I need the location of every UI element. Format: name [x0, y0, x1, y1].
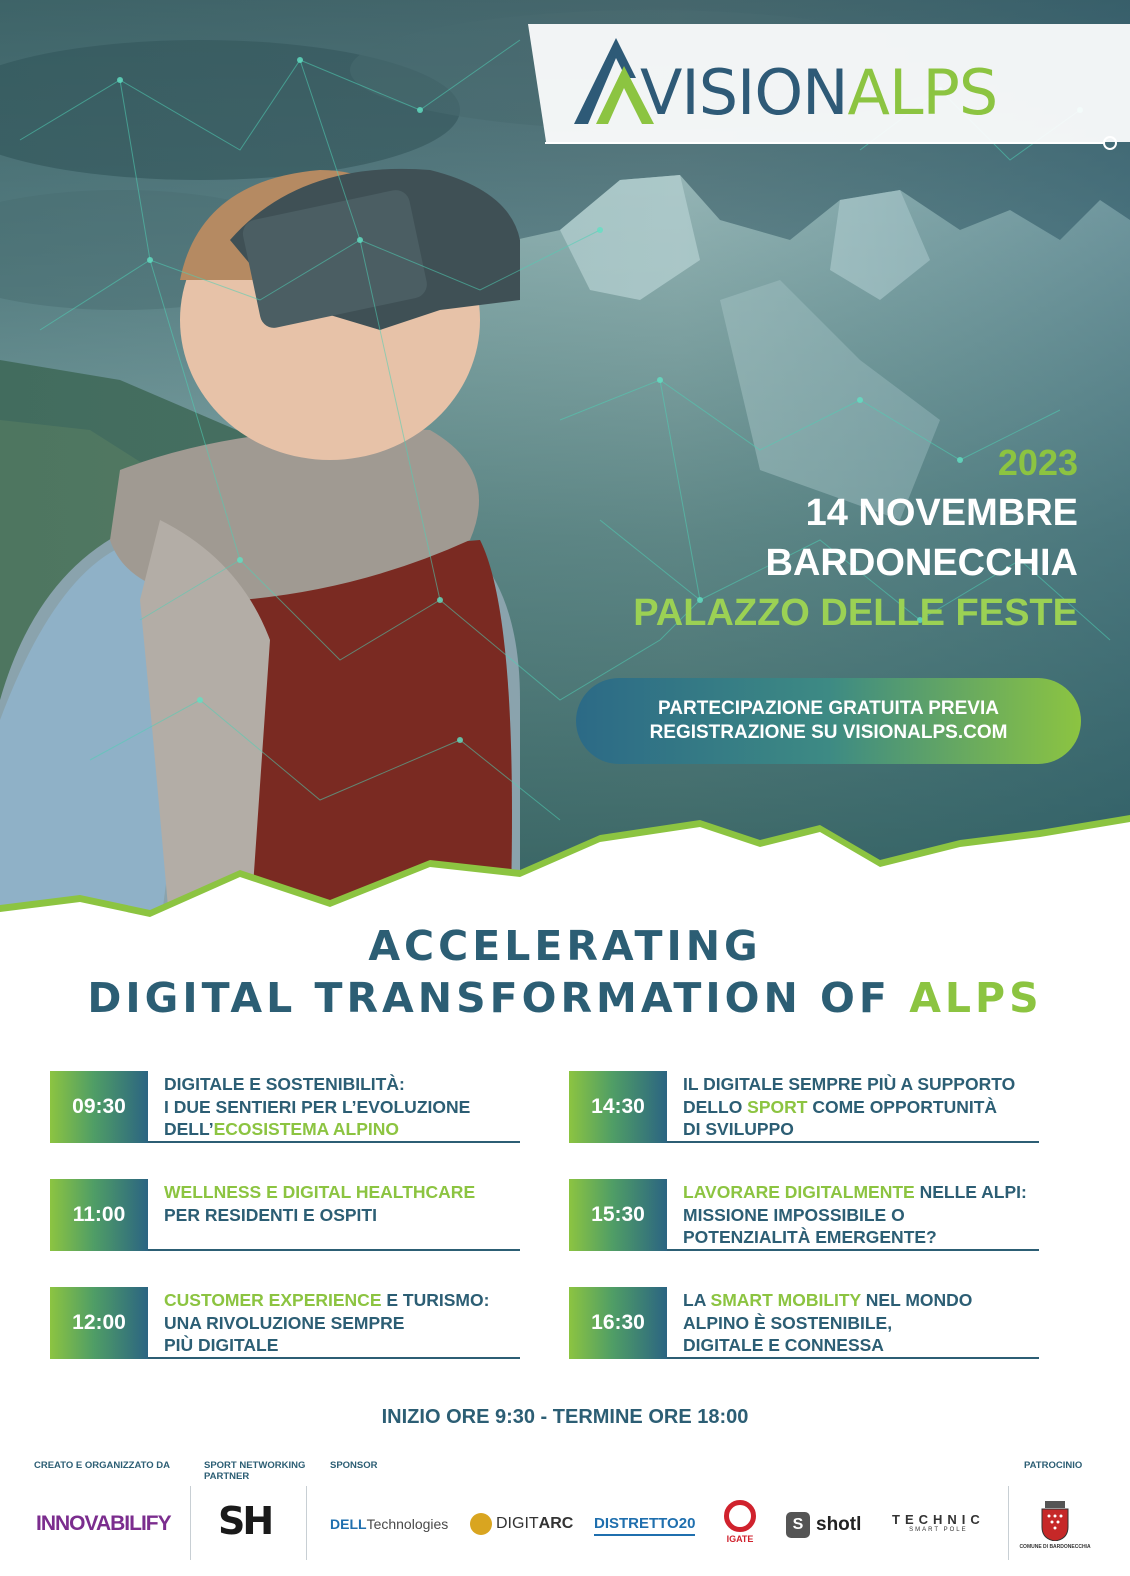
agenda-title-part: DELL’ [164, 1119, 214, 1139]
agenda-title-part: NELLE ALPI: [914, 1182, 1027, 1202]
distretto-logo [594, 1512, 695, 1536]
shotl-icon: S [786, 1512, 810, 1538]
agenda-title-line: MISSIONE IMPOSSIBILE O [683, 1204, 905, 1225]
dell-logo-suffix: Technologies [366, 1516, 449, 1532]
logo-text-alps: ALPS [847, 56, 998, 129]
partner-label-line: PARTNER [204, 1471, 250, 1482]
headline-line-1: ACCELERATING [368, 922, 762, 970]
agenda-divider [148, 1141, 520, 1143]
agenda-item [50, 1071, 530, 1145]
technic-logo-text: TECHNIC [892, 1512, 985, 1527]
agenda-title-line: DI SVILUPPO [683, 1119, 794, 1139]
cta-line-1: PARTECIPAZIONE GRATUITA PREVIA [658, 698, 999, 719]
agenda-item [569, 1179, 1049, 1253]
agenda-title-line: I DUE SENTIERI PER L’EVOLUZIONE [164, 1096, 471, 1117]
sponsor-divider [306, 1486, 307, 1560]
digitarc-logo [470, 1510, 573, 1538]
schedule-text: INIZIO ORE 9:30 - TERMINE ORE 18:00 [381, 1406, 749, 1428]
crest-icon [1040, 1501, 1070, 1541]
agenda-title-line [683, 1289, 1063, 1312]
sponsor-divider [1008, 1486, 1009, 1560]
agenda-time: 15:30 [569, 1179, 667, 1251]
agenda-title-line: ALPINO È SOSTENIBILE, [683, 1312, 893, 1333]
event-city: BARDONECCHIA [765, 542, 1078, 584]
sponsor-divider [190, 1486, 191, 1560]
agenda-title-highlight: WELLNESS E DIGITAL HEALTHCARE [164, 1182, 476, 1202]
agenda-title-part: E TURISMO: [381, 1290, 490, 1310]
agenda-title-part: COME OPPORTUNITÀ [807, 1096, 998, 1117]
sponsor-label: SPONSOR [330, 1460, 378, 1471]
agenda-title-line: POTENZIALITÀ EMERGENTE? [683, 1227, 937, 1247]
agenda-divider [148, 1357, 520, 1359]
partner-label [204, 1460, 305, 1482]
agenda-title [683, 1289, 1063, 1357]
event-info [633, 438, 1078, 638]
agenda-title-line: PER RESIDENTI E OSPITI [164, 1204, 377, 1225]
agenda-item [569, 1287, 1049, 1361]
event-date: 14 NOVEMBRE [805, 492, 1078, 534]
agenda-title-line: UNA RIVOLUZIONE SEMPRE [164, 1312, 405, 1333]
technic-logo-subtitle: SMART POLE [909, 1527, 968, 1533]
agenda-time: 09:30 [50, 1071, 148, 1143]
agenda-title-highlight: LAVORARE DIGITALMENTE [683, 1182, 915, 1202]
dell-logo-brand: DELL [330, 1516, 367, 1532]
agenda-title-line [683, 1181, 1063, 1204]
cta-line-2: REGISTRAZIONE SU VISIONALPS.COM [649, 722, 1008, 743]
agenda-title-line: IL DIGITALE SEMPRE PIÙ A SUPPORTO [683, 1074, 1016, 1094]
main-headline [0, 920, 1130, 1024]
agenda-title-line: DIGITALE E SOSTENIBILITÀ: [164, 1074, 405, 1094]
comune-logo-text: COMUNE DI BARDONECCHIA [1019, 1543, 1091, 1550]
innovabilify-logo [36, 1510, 171, 1538]
digitarc-logo-bold: ARC [538, 1515, 574, 1532]
agenda-title-highlight: SPORT [747, 1096, 808, 1117]
agenda-title-highlight: CUSTOMER EXPERIENCE [164, 1290, 382, 1310]
agenda-title-part: LA [683, 1290, 711, 1310]
agenda-title [683, 1073, 1063, 1141]
igate-logo [722, 1500, 758, 1550]
event-year: 2023 [997, 442, 1078, 483]
agenda-title [683, 1181, 1063, 1249]
agenda-divider [667, 1141, 1039, 1143]
agenda-title-line [683, 1096, 1063, 1119]
agenda-title-part: DELLO [683, 1096, 748, 1117]
agenda-divider [667, 1249, 1039, 1251]
agenda-item [50, 1179, 530, 1253]
agenda-title [164, 1181, 544, 1226]
agenda-item [50, 1287, 530, 1361]
sh-logo-text: SH [218, 1499, 272, 1543]
innovabilify-logo-text: INNOVABILIFY [36, 1512, 171, 1535]
igate-icon [724, 1500, 756, 1532]
igate-logo-text: IGATE [726, 1534, 754, 1544]
agenda-title [164, 1073, 544, 1141]
agenda-title-line: DIGITALE E CONNESSA [683, 1335, 884, 1355]
agenda-divider [667, 1357, 1039, 1359]
distretto-logo-text: DISTRETTO20 [594, 1514, 696, 1532]
agenda-time: 11:00 [50, 1179, 148, 1251]
digitarc-icon [470, 1513, 492, 1535]
registration-button[interactable] [576, 678, 1081, 764]
comune-crest-logo [1019, 1490, 1091, 1560]
agenda-time: 16:30 [569, 1287, 667, 1359]
shotl-logo-text: shotl [816, 1514, 862, 1535]
agenda-title-highlight: ECOSISTEMA ALPINO [213, 1119, 399, 1139]
headline-line-2 [0, 972, 1130, 1024]
dell-logo [330, 1512, 448, 1536]
agenda-title-part: NEL MONDO [860, 1290, 973, 1310]
agenda-title-line [164, 1289, 544, 1312]
agenda-item [569, 1071, 1049, 1145]
agenda-title-line: PIÙ DIGITALE [164, 1335, 279, 1355]
technic-logo [892, 1512, 985, 1542]
logo-text-vision: VISION [640, 56, 848, 129]
agenda-time: 12:00 [50, 1287, 148, 1359]
shotl-logo [786, 1510, 861, 1540]
creator-label: CREATO E ORGANIZZATO DA [34, 1460, 170, 1471]
event-venue: PALAZZO DELLE FESTE [633, 592, 1078, 634]
agenda-time: 14:30 [569, 1071, 667, 1143]
brand-logo [640, 56, 998, 129]
agenda-title [164, 1289, 544, 1357]
agenda-title-line [164, 1118, 544, 1141]
sh-logo [218, 1496, 271, 1546]
agenda-title-highlight: SMART MOBILITY [710, 1290, 861, 1310]
headline-line-2-accent: ALPS [909, 974, 1043, 1022]
agenda-divider [148, 1249, 520, 1251]
partner-label-line: SPORT NETWORKING [204, 1460, 306, 1471]
digitarc-logo-text: DIGIT [496, 1515, 539, 1532]
patronage-label: PATROCINIO [1024, 1460, 1083, 1471]
headline-line-2-main: DIGITAL TRANSFORMATION OF [87, 974, 910, 1022]
